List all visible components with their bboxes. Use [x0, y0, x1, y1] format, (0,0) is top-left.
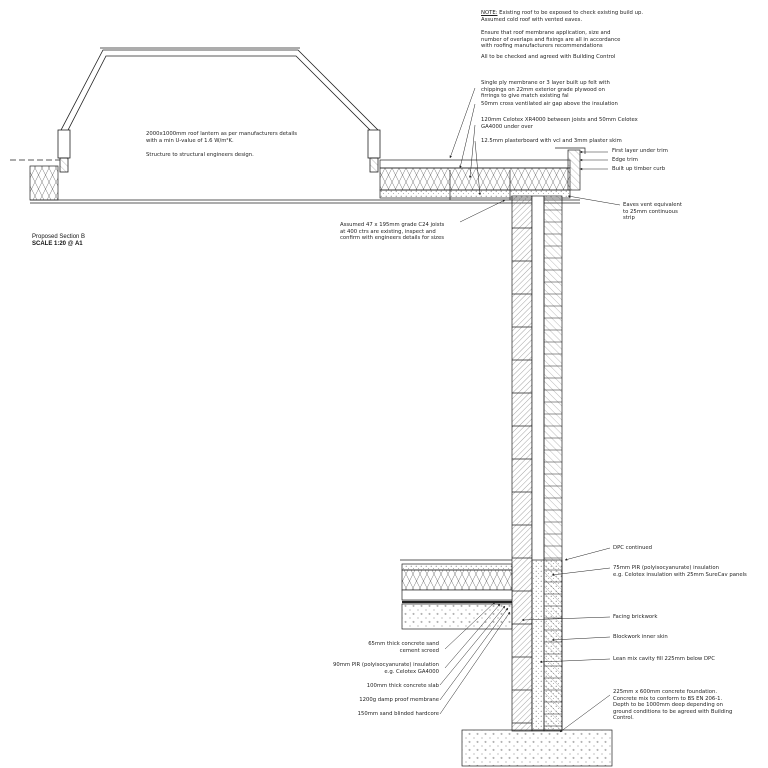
note-label: NOTE: — [481, 10, 498, 16]
annotation-pir-90: 90mm PIR (polyisocyanurate) insulation e.g. Celotex GA4000 — [333, 662, 439, 675]
annotation-air-gap: 50mm cross ventilated air gap above the insulation — [481, 101, 618, 107]
lantern-spec: 2000x1000mm roof lantern as per manufacturers details with a min U-value of 1.6 W/m²K. — [146, 131, 298, 144]
section-title-name: Proposed Section B — [32, 234, 86, 240]
cavity-wall — [512, 196, 562, 731]
foundation — [462, 730, 612, 766]
annotation-plasterboard: 12.5mm plasterboard with vcl and 3mm plaster skim — [481, 138, 622, 144]
annotation-blockwork: Blockwork inner skin — [613, 634, 668, 640]
floor-buildup — [400, 560, 512, 629]
annotation-facing: Facing brickwork — [613, 614, 658, 620]
annotation-eaves-vent: Eaves vent equivalent to 25mm continuous strip — [623, 202, 682, 222]
annotation-screed: 65mm thick concrete sand cement screed — [368, 641, 439, 654]
note-2: Ensure that roof membrane application, size and number of overlaps and fixings are all in accordance with roofing manufacturers recommendations — [481, 30, 621, 50]
annotation-timber-curb: Built up timber curb — [612, 166, 666, 172]
annotation-first-layer: First layer under trim — [612, 148, 668, 154]
annotation-dpm: 1200g damp proof membrane — [359, 697, 439, 703]
annotation-dpc: DPC continued — [613, 545, 653, 551]
annotation-celotex: 120mm Celotex XR4000 between joists and 50mm Celotex GA4000 under over — [481, 117, 638, 130]
annotation-edge-trim: Edge trim — [612, 157, 638, 163]
annotation-hardcore: 150mm sand blinded hardcore — [357, 711, 439, 717]
section-title — [32, 234, 85, 248]
annotation-joists: Assumed 47 x 195mm grade C24 joists at 400 ctrs are existing, inspect and confirm with engineers details for sizes — [340, 222, 445, 242]
roof-buildup — [10, 148, 585, 203]
annotation-membrane: Single ply membrane or 3 layer built up felt with chippings on 22mm exterior grade plywood on firrings to give match existing fal — [481, 80, 610, 100]
annotation-slab: 100mm thick concrete slab — [366, 683, 439, 689]
annotation-pir-75: 75mm PIR (polyisocyanurate) insulation e.g. Celotex insulation with 25mm SureCav panels — [613, 565, 747, 578]
annotation-cavity-fill: Lean mix cavity fill 225mm below DPC — [613, 656, 715, 662]
section-title-scale: SCALE 1:20 @ A1 — [32, 241, 83, 247]
note-1: Existing roof to be exposed to check existing build up. Assumed cold roof with vented eaves. — [481, 10, 644, 23]
lantern-structure: Structure to structural engineers design. — [146, 152, 254, 158]
note-3: All to be checked and agreed with Building Control — [481, 54, 616, 60]
annotation-foundation: 225mm x 600mm concrete foundation. Concrete mix to conform to BS EN 206-1. Depth to be 1000mm deep depending on ground conditions to be agreed with Building Control. — [613, 689, 733, 722]
general-notes — [481, 10, 643, 23]
